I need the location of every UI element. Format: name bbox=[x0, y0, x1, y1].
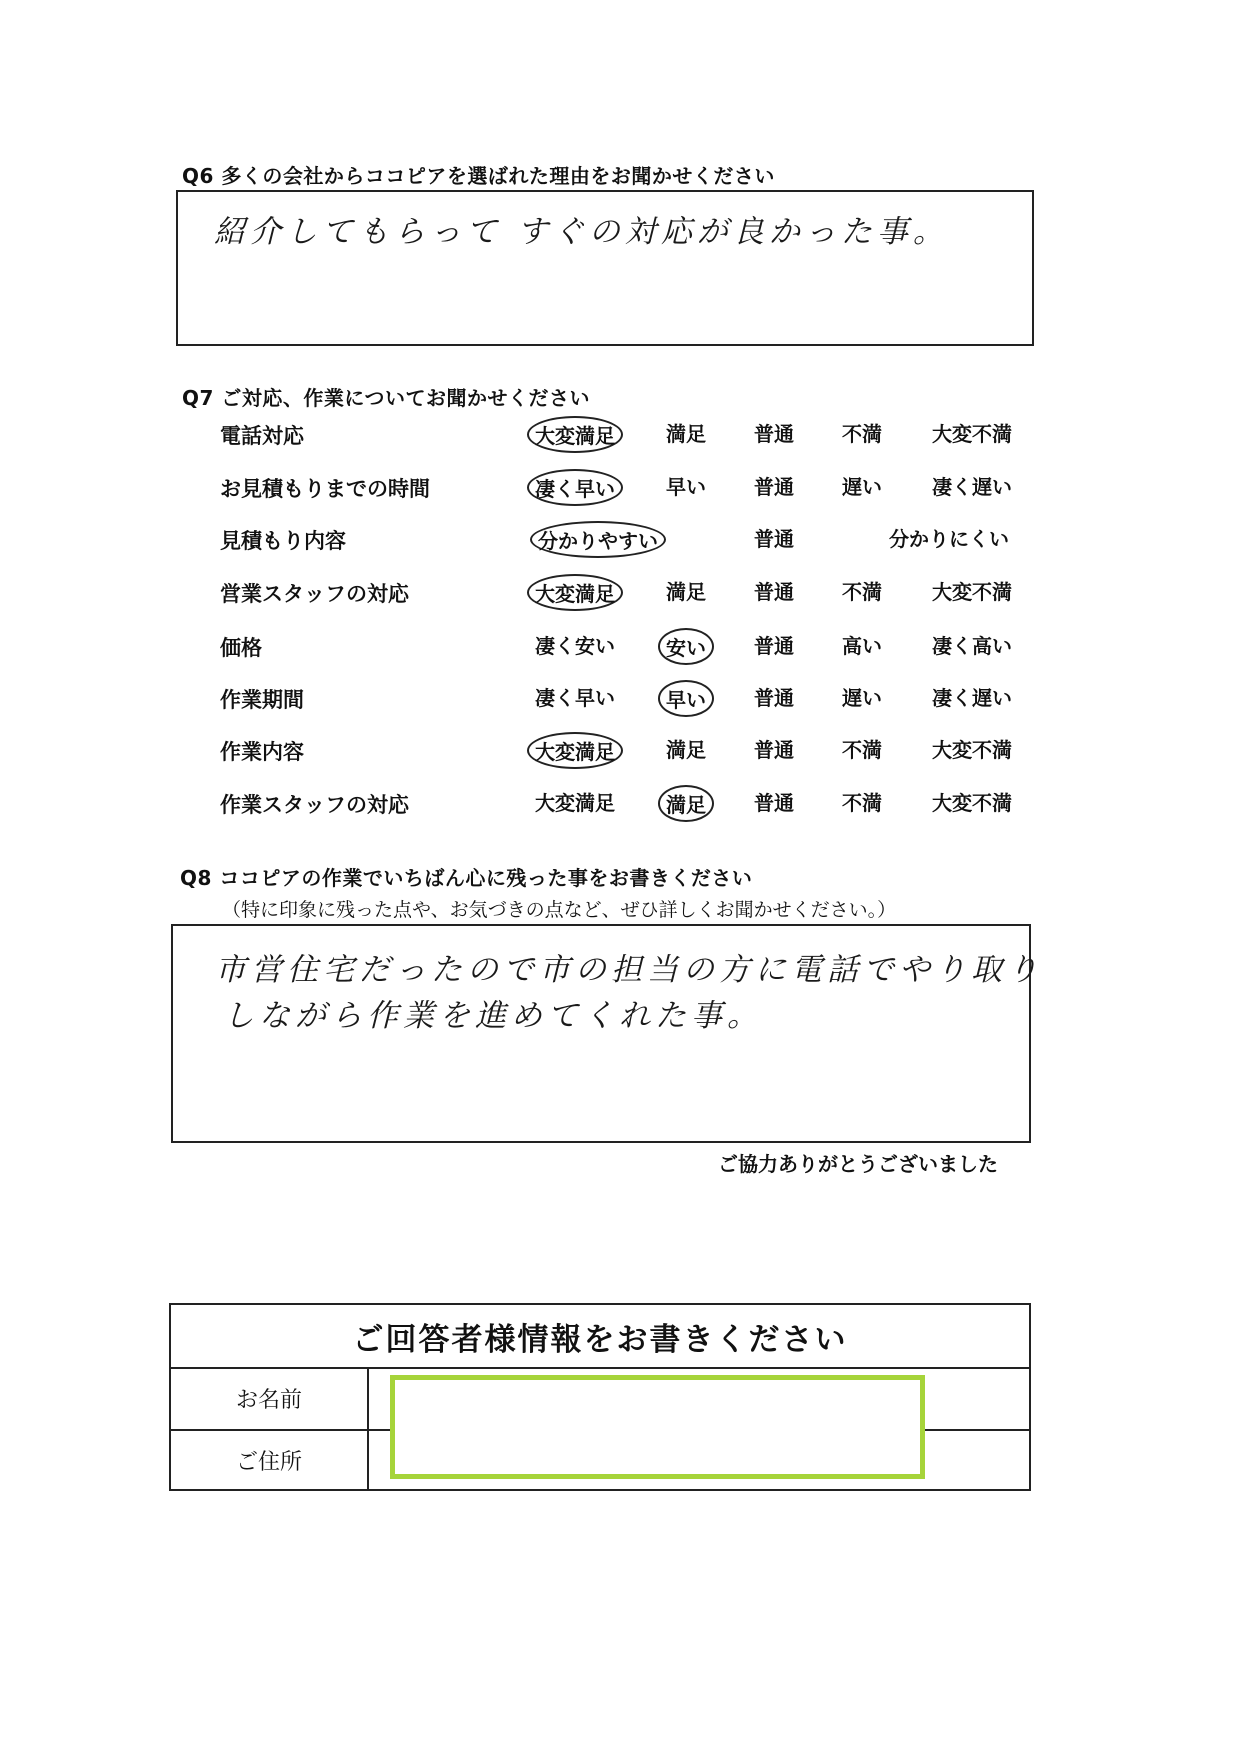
q7-option[interactable]: 凄く安い bbox=[535, 634, 615, 658]
q7-option[interactable]: 不満 bbox=[842, 791, 882, 815]
q7-option-selected[interactable]: 早い bbox=[658, 680, 714, 717]
q7-option[interactable]: 普通 bbox=[754, 580, 794, 604]
q7-option[interactable]: 凄く高い bbox=[932, 634, 1012, 658]
q7-option[interactable]: 遅い bbox=[842, 475, 882, 499]
q7-option-selected[interactable]: 大変満足 bbox=[527, 574, 623, 611]
q7-option[interactable]: 大変不満 bbox=[932, 422, 1012, 446]
q7-option[interactable]: 普通 bbox=[754, 791, 794, 815]
q7-option[interactable]: 普通 bbox=[754, 475, 794, 499]
q7-row-label: お見積もりまでの時間 bbox=[220, 477, 430, 501]
q7-row-label: 作業スタッフの対応 bbox=[220, 793, 409, 817]
respondent-heading: ご回答者様情報をお書きください bbox=[171, 1305, 1029, 1369]
thanks-message: ご協力ありがとうございました bbox=[718, 1152, 998, 1176]
q7-option[interactable]: 大変不満 bbox=[932, 791, 1012, 815]
q7-option[interactable]: 大変満足 bbox=[535, 791, 615, 815]
q6-answer-box[interactable] bbox=[176, 190, 1034, 346]
q7-option[interactable]: 不満 bbox=[842, 422, 882, 446]
address-label: ご住所 bbox=[171, 1429, 369, 1491]
q7-option[interactable]: 凄く遅い bbox=[932, 686, 1012, 710]
q7-option[interactable]: 遅い bbox=[842, 686, 882, 710]
q8-title: Q8 ココピアの作業でいちばん心に残った事をお書きください bbox=[180, 866, 753, 890]
q7-option[interactable]: 普通 bbox=[754, 422, 794, 446]
q6-title: Q6 多くの会社からココピアを選ばれた理由をお聞かせください bbox=[182, 164, 775, 188]
redaction-box bbox=[390, 1375, 925, 1479]
q8-note: （特に印象に残った点や、お気づきの点など、ぜひ詳しくお聞かせください。） bbox=[222, 899, 897, 921]
q7-option[interactable]: 早い bbox=[666, 475, 706, 499]
q7-option[interactable]: 凄く遅い bbox=[932, 475, 1012, 499]
q6-answer-text: 紹介してもらって すぐの対応が良かった事。 bbox=[214, 214, 949, 250]
q7-option[interactable]: 普通 bbox=[754, 527, 794, 551]
q7-option[interactable]: 大変不満 bbox=[932, 580, 1012, 604]
q7-row-label: 作業期間 bbox=[220, 688, 304, 712]
q7-option[interactable]: 満足 bbox=[666, 738, 706, 762]
q7-option[interactable]: 高い bbox=[842, 634, 882, 658]
q7-option[interactable]: 凄く早い bbox=[535, 686, 615, 710]
q7-option[interactable]: 分かりにくい bbox=[889, 527, 1009, 551]
q7-option[interactable]: 満足 bbox=[666, 422, 706, 446]
q7-row-label: 営業スタッフの対応 bbox=[220, 582, 409, 606]
q7-option[interactable]: 大変不満 bbox=[932, 738, 1012, 762]
q7-option[interactable]: 普通 bbox=[754, 738, 794, 762]
name-label: お名前 bbox=[171, 1367, 369, 1429]
q7-option[interactable]: 満足 bbox=[666, 580, 706, 604]
q7-option-selected[interactable]: 安い bbox=[658, 628, 714, 665]
q7-row-label: 見積もり内容 bbox=[220, 529, 346, 553]
q7-option[interactable]: 不満 bbox=[842, 738, 882, 762]
q7-row-label: 電話対応 bbox=[220, 424, 304, 448]
q7-title: Q7 ご対応、作業についてお聞かせください bbox=[182, 386, 590, 410]
q7-option[interactable]: 不満 bbox=[842, 580, 882, 604]
q7-row-label: 価格 bbox=[220, 636, 262, 660]
q7-option-selected[interactable]: 凄く早い bbox=[527, 469, 623, 506]
q7-option-selected[interactable]: 大変満足 bbox=[527, 416, 623, 453]
q8-answer-line-2: しながら作業を進めてくれた事。 bbox=[223, 998, 763, 1034]
q8-answer-line-1: 市営住宅だったので市の担当の方に電話でやり取り bbox=[215, 952, 1043, 988]
q7-option[interactable]: 普通 bbox=[754, 634, 794, 658]
q7-row-label: 作業内容 bbox=[220, 740, 304, 764]
q7-option-selected[interactable]: 満足 bbox=[658, 785, 714, 822]
q7-option-selected[interactable]: 分かりやすい bbox=[530, 521, 666, 558]
q8-answer-box[interactable] bbox=[171, 924, 1043, 1143]
q7-option-selected[interactable]: 大変満足 bbox=[527, 732, 623, 769]
q7-option[interactable]: 普通 bbox=[754, 686, 794, 710]
